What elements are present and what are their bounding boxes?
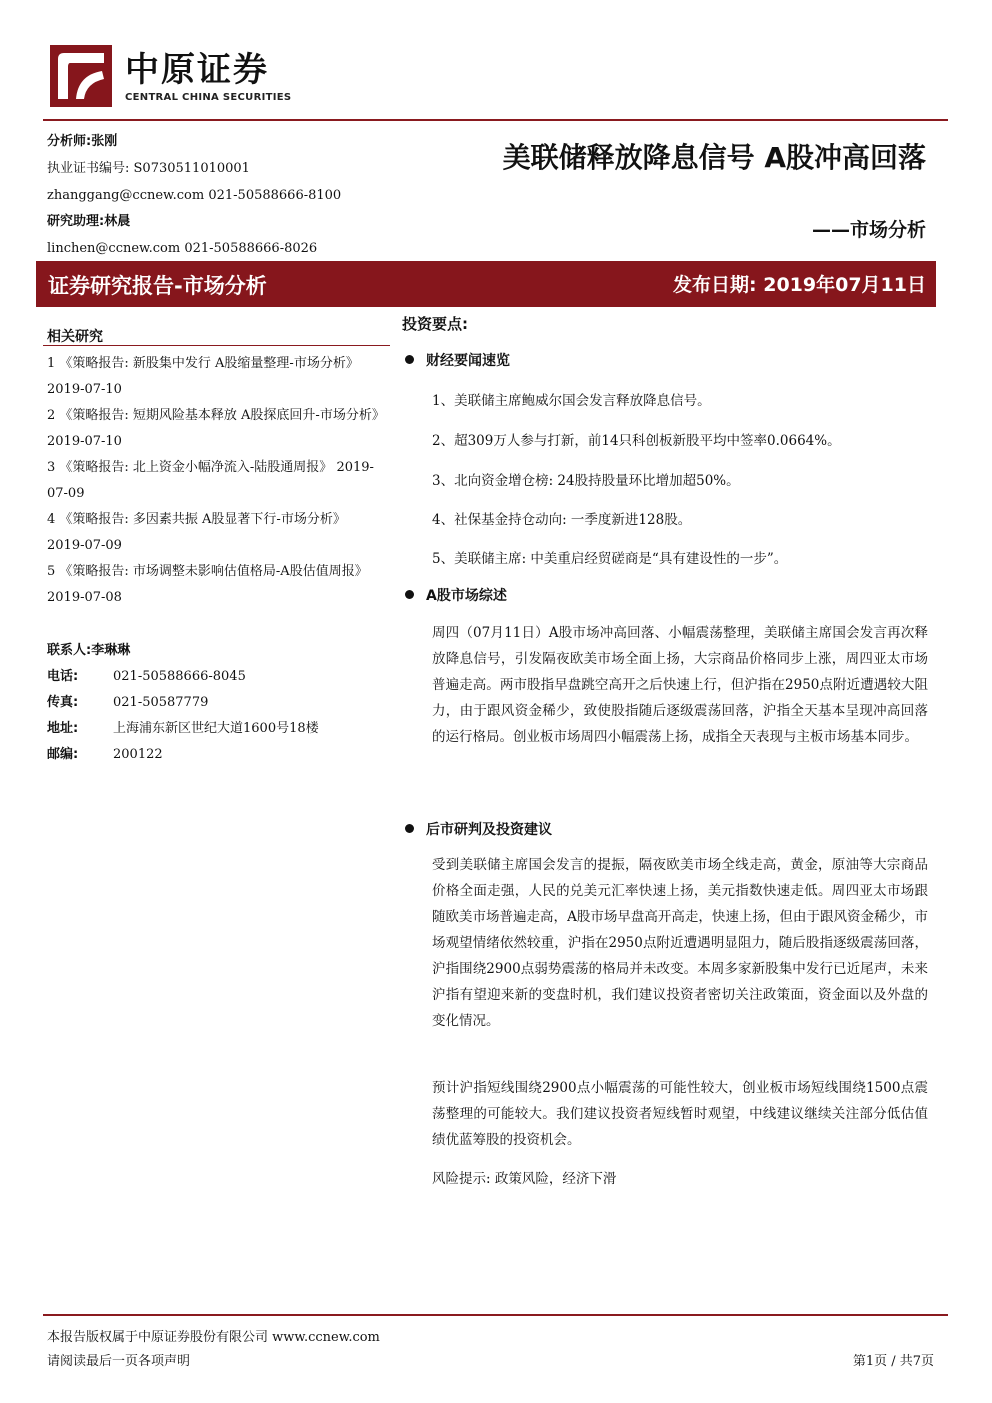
key-points-heading: 投资要点: [402,315,468,333]
footer-copyright: 本报告版权属于中原证券股份有限公司 www.ccnew.com [47,1330,380,1345]
analyst-contact: zhanggang@ccnew.com 021-50588666-8100 [47,188,342,203]
publish-date: 发布日期: 2019年07月11日 [673,274,926,296]
fax-value: 021-50587779 [113,695,209,710]
phone-label: 电话: [47,669,79,684]
analyst-label: 分析师: [47,134,92,149]
logo-english-name: CENTRAL CHINA SECURITIES [125,92,292,103]
phone-value: 021-50588666-8045 [113,669,246,684]
assistant-label: 研究助理: [47,214,105,229]
outlook-paragraph-1: 受到美联储主席国会发言的提振，隔夜欧美市场全线走高，黄金，原油等大宗商品价格全面走强，人民的兑美元汇率快速上扬，美元指数快速走低。周四亚太市场跟随欧美市场普遍走高，A股市场早盘高开高走，快速上扬，但由于跟风资金稀少，市场观望情绪依然较重，沪指在2950点附近遭遇明显阻力，随后股指逐级震荡回落，沪指围绕2900点弱势震荡的格局并未改变。本周多家新股集中发行已近尾声，未来沪指有望迎来新的变盘时机，我们建议投资者密切关注政策面，资金面以及外盘的变化情况。 [432,857,928,1029]
news-item-2: 2、超309万人参与打新，前14只科创板新股平均中签率0.0664%。 [432,433,841,449]
related-item-1: 1 《策略报告: 新股集中发行 A股缩量整理-市场分析》 2019-07-10 [47,356,359,397]
analyst-line [47,133,117,151]
bullet-icon [405,355,414,364]
section-market-heading [405,585,507,605]
contact-phone-row [47,664,246,690]
address-value: 上海浦东新区世纪大道1600号18楼 [113,721,319,736]
section-market-title: A股市场综述 [426,588,507,604]
zip-value: 200122 [113,747,163,762]
section-news-heading [405,350,510,370]
news-item-3: 3、北向资金增仓榜: 24股持股量环比增加超50%。 [432,473,740,489]
contact-fax-row [47,690,208,716]
assistant-name: 林晨 [104,214,131,229]
address-label: 地址: [47,721,79,736]
footer-disclaimer: 请阅读最后一页各项声明 [47,1354,191,1369]
page-number: 第1页 / 共7页 [852,1354,934,1369]
related-item-3: 3 《策略报告: 北上资金小幅净流入-陆股通周报》 2019-07-09 [47,460,374,501]
outlook-paragraph-2: 预计沪指短线围绕2900点小幅震荡的可能性较大，创业板市场短线围绕1500点震荡整理的可能较大。我们建议投资者短线暂时观望，中线建议继续关注部分低估值绩优蓝筹股的投资机会。 [432,1080,928,1148]
company-logo-icon [50,45,112,107]
analyst-name: 张刚 [91,134,118,149]
market-review-paragraph: 周四（07月11日）A股市场冲高回落、小幅震荡整理，美联储主席国会发言再次释放降息信号，引发隔夜欧美市场全面上扬，大宗商品价格同步上涨，周四亚太市场普遍走高。两市股指早盘跳空高开之后快速上行，但沪指在2950点附近遭遇较大阻力，由于跟风资金稀少，致使股指随后逐级震荡回落，沪指全天基本呈现冲高回落的运行格局。创业板市场周四小幅震荡上扬，成指全天表现与主板市场基本同步。 [432,625,928,745]
certificate-number: 执业证书编号: S0730511010001 [47,161,250,176]
contact-address-row [47,716,319,742]
bullet-icon [405,590,414,599]
report-category: 证券研究报告-市场分析 [48,274,267,298]
sidebar-divider [43,345,390,346]
assistant-line [47,213,130,231]
related-item-2: 2 《策略报告: 短期风险基本释放 A股探底回升-市场分析》 2019-07-10 [47,408,385,449]
report-title: 美联储释放降息信号 A股冲高回落 [502,141,926,174]
section-news-title: 财经要闻速览 [426,353,510,369]
contact-person-label: 联系人: [47,643,92,658]
news-item-5: 5、美联储主席: 中美重启经贸磋商是“具有建设性的一步”。 [432,551,788,567]
header-divider [43,119,948,121]
fax-label: 传真: [47,695,79,710]
contact-person-row [47,638,130,664]
contact-person: 李琳琳 [91,643,131,658]
contact-zip-row [47,742,163,768]
news-item-4: 4、社保基金持仓动向: 一季度新进128股。 [432,512,692,528]
bullet-icon [405,824,414,833]
section-outlook-heading [405,819,552,839]
report-subtitle: ——市场分析 [811,219,926,241]
related-item-4: 4 《策略报告: 多因素共振 A股显著下行-市场分析》 2019-07-09 [47,512,346,553]
news-item-1: 1、美联储主席鲍威尔国会发言释放降息信号。 [432,393,711,409]
risk-warning: 风险提示: 政策风险，经济下滑 [432,1171,617,1187]
logo-chinese-name: 中原证券 [125,50,269,90]
section-outlook-title: 后市研判及投资建议 [426,822,552,838]
related-item-5: 5 《策略报告: 市场调整未影响估值格局-A股估值周报》 2019-07-08 [47,564,368,605]
footer-divider [43,1314,948,1316]
related-research-heading: 相关研究 [47,329,103,345]
zip-label: 邮编: [47,747,79,762]
assistant-contact: linchen@ccnew.com 021-50588666-8026 [47,241,318,256]
